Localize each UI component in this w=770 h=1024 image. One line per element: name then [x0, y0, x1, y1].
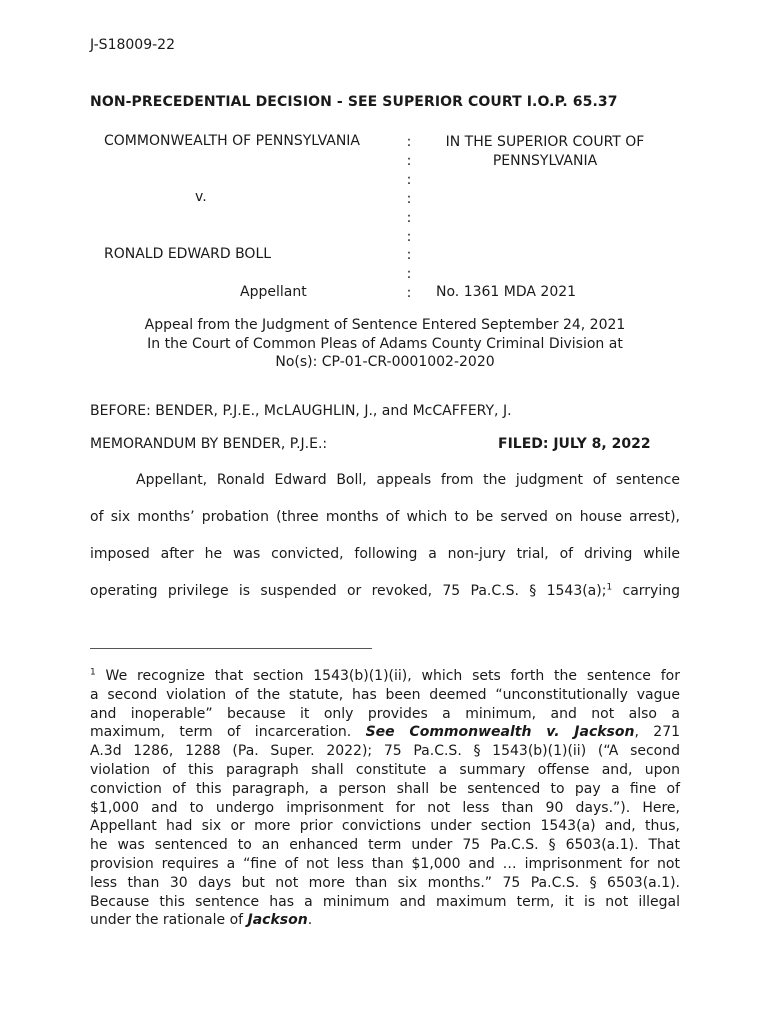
footnote-text: maximum, term of incarceration. [90, 724, 366, 741]
appeal-line: No(s): CP-01-CR-0001002-2020 [275, 354, 495, 370]
footnote-text: We recognize that section 1543(b)(1)(ii), which sets forth the sentence for [95, 668, 680, 684]
caption-party-commonwealth: COMMONWEALTH OF PENNSYLVANIA [104, 133, 361, 149]
caption-colon: : [406, 152, 412, 169]
footnote-line: he was sentenced to an enhanced term under 75 Pa.C.S. § 6503(a.1). That [90, 837, 680, 854]
body-line [90, 581, 680, 618]
footnote-reference[interactable]: 1 [606, 582, 613, 593]
footnote-text: , 271 [634, 724, 681, 741]
caption-versus: v. [195, 189, 207, 205]
docket-number: No. 1361 MDA 2021 [436, 284, 577, 300]
court-name-line2: PENNSYLVANIA [492, 153, 598, 169]
footnote-text: under the rationale of [90, 912, 248, 929]
appeal-line: In the Court of Common Pleas of Adams County Criminal Division at [147, 335, 623, 352]
filed-date: FILED: JULY 8, 2022 [498, 436, 651, 452]
appeal-statement [90, 316, 680, 372]
footnote-1 [90, 667, 680, 930]
caption-colon: : [406, 209, 412, 226]
footnote-line [90, 911, 680, 930]
body-line-text: operating privilege is suspended or revoked, 75 Pa.C.S. § 1543(a); [90, 583, 607, 599]
footnote-line: A.3d 1286, 1288 (Pa. Super. 2022); 75 Pa.C.S. § 1543(b)(1)(ii) (“A second [90, 743, 680, 760]
court-name [425, 133, 665, 171]
footnote-text: . [307, 912, 313, 929]
caption-colon: : [406, 247, 412, 264]
memorandum-author: MEMORANDUM BY BENDER, P.J.E.: [90, 436, 328, 452]
caption-colon-column [403, 133, 415, 303]
footnote-line: Because this sentence has a minimum and maximum term, it is not illegal [90, 893, 680, 910]
caption-party-appellant: RONALD EDWARD BOLL [104, 246, 272, 262]
case-citation: See Commonwealth v. Jackson [365, 724, 635, 741]
court-name-line1: IN THE SUPERIOR COURT OF [445, 134, 645, 150]
footnote-marker: 1 [90, 667, 96, 678]
footnote-divider [90, 648, 372, 649]
body-line: of six months’ probation (three months of which to be served on house arrest), [90, 509, 680, 525]
caption-colon: : [406, 190, 412, 207]
footnote-line: less than 30 days but not more than six months.” 75 Pa.C.S. § 6503(a.1). [90, 874, 680, 891]
caption-colon: : [406, 266, 412, 283]
opinion-body [90, 470, 680, 618]
caption-role: Appellant [240, 284, 307, 300]
body-line-text: carrying [612, 583, 680, 599]
document-id: J-S18009-22 [90, 37, 175, 53]
footnote-line [90, 667, 680, 686]
panel-before: BEFORE: BENDER, P.J.E., McLAUGHLIN, J., and McCAFFERY, J. [90, 403, 512, 419]
footnote-line: violation of this paragraph shall constitute a summary offense and, upon [90, 761, 680, 778]
caption-colon: : [406, 134, 412, 150]
body-line: Appellant, Ronald Edward Boll, appeals from the judgment of sentence [136, 472, 680, 488]
footnote-line: $1,000 and to undergo imprisonment for not less than 90 days.”). Here, [90, 799, 680, 816]
appeal-line: Appeal from the Judgment of Sentence Entered September 24, 2021 [144, 317, 626, 333]
footnote-line: provision requires a “fine of not less than $1,000 and … imprisonment for not [90, 855, 680, 872]
caption-colon: : [406, 171, 412, 188]
footnote-line: conviction of this paragraph, a person shall be sentenced to pay a fine of [90, 780, 680, 797]
caption-colon: : [406, 285, 412, 302]
non-precedential-banner: NON-PRECEDENTIAL DECISION - SEE SUPERIOR COURT I.O.P. 65.37 [90, 94, 618, 110]
caption-colon: : [406, 228, 412, 245]
case-citation: Jackson [247, 912, 308, 929]
footnote-line: a second violation of the statute, has been deemed “unconstitutionally vague [90, 686, 680, 703]
footnote-line [90, 723, 680, 742]
body-line: imposed after he was convicted, following a non-jury trial, of driving while [90, 546, 680, 562]
footnote-line: Appellant had six or more prior convictions under section 1543(a) and, thus, [90, 818, 680, 835]
footnote-line: and inoperable” because it only provides a minimum, and not also a [90, 705, 680, 722]
